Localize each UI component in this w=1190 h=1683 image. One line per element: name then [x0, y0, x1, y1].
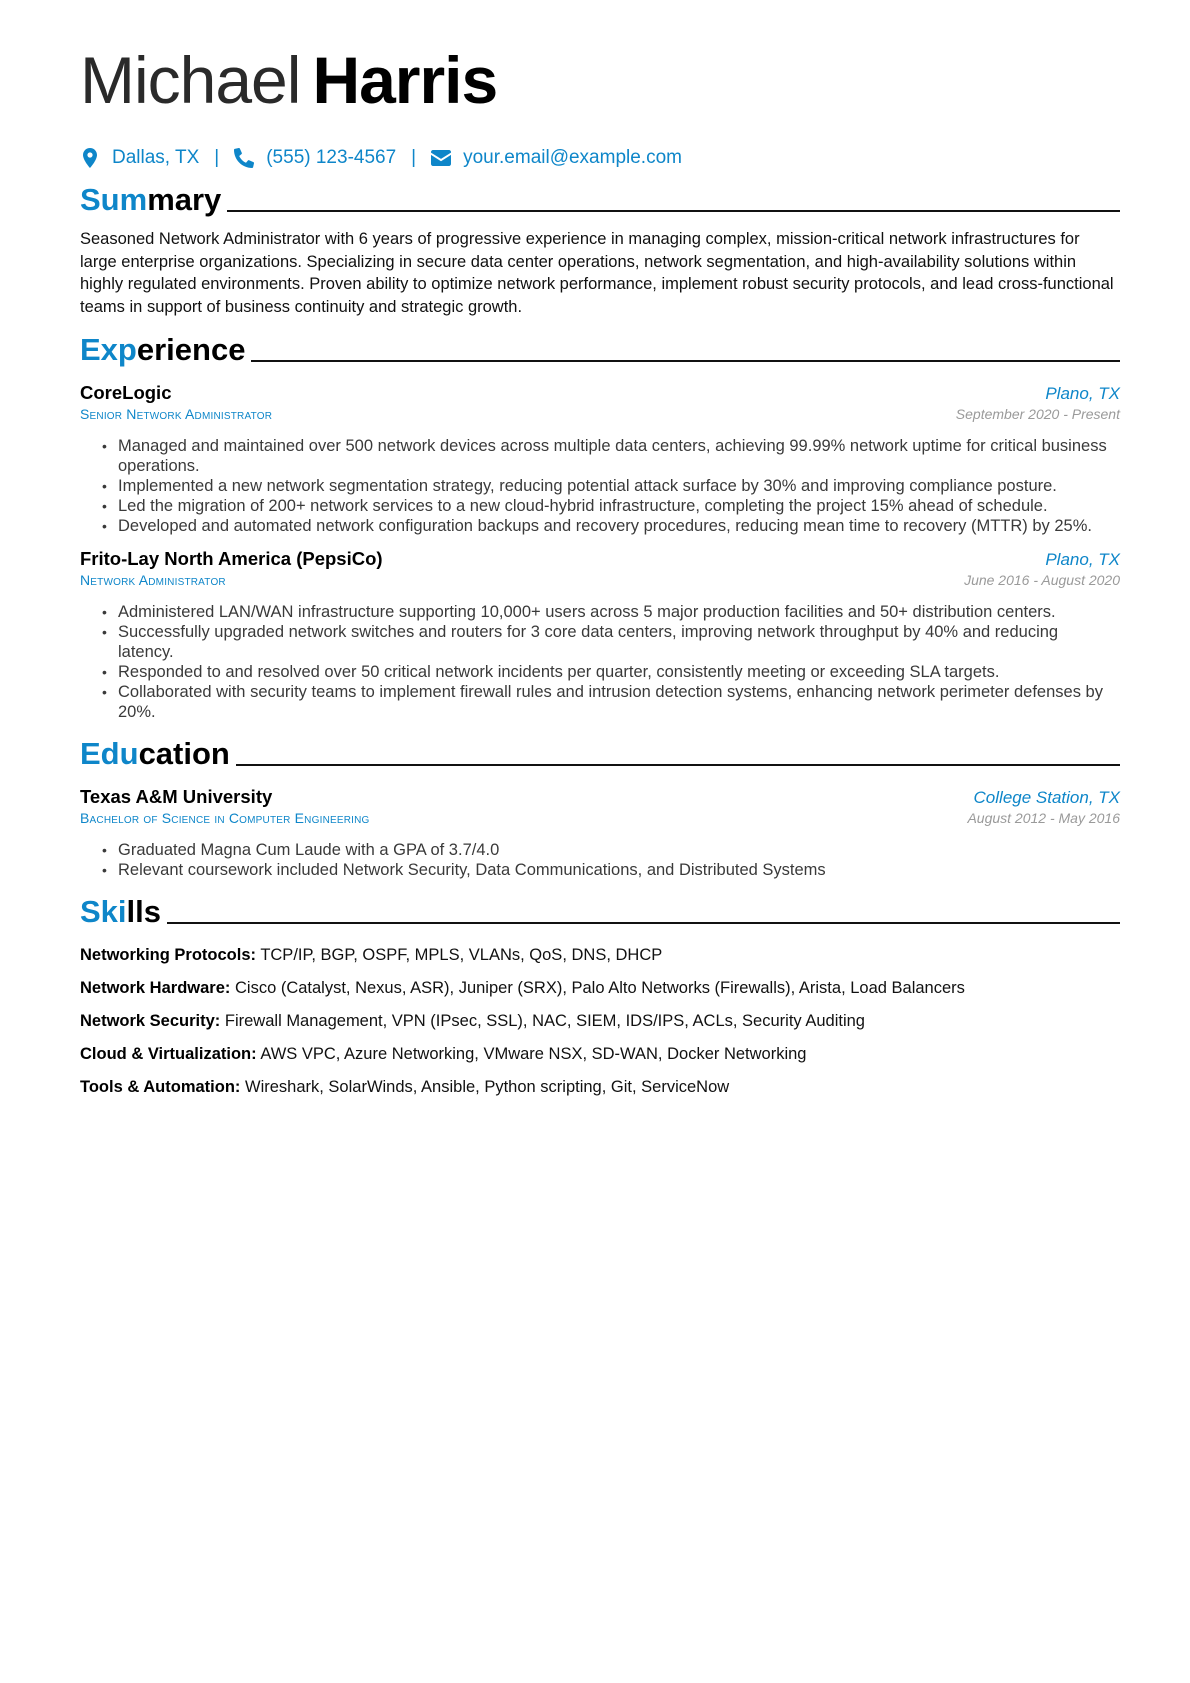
list-item: • Relevant coursework included Network Security, Data Communications, and Distributed Systems	[118, 860, 1120, 880]
skill-row	[80, 1076, 1120, 1098]
employer-name: CoreLogic	[80, 382, 172, 403]
section-title-rest: lls	[126, 894, 161, 929]
employer-name: Frito-Lay North America (PepsiCo)	[80, 548, 383, 569]
list-item: • Successfully upgraded network switches and routers for 3 core data centers, improving network throughput by 40% and reducing latency.	[118, 622, 1120, 662]
candidate-name	[80, 40, 1120, 120]
section-rule	[227, 210, 1120, 212]
school-name: Texas A&M University	[80, 786, 273, 807]
list-item: • Developed and automated network configuration backups and recovery procedures, reducing mean time to recovery (MTTR) by 25%.	[118, 516, 1120, 536]
list-item: • Managed and maintained over 500 network devices across multiple data centers, achieving 99.99% network uptime for critical business operations.	[118, 436, 1120, 476]
skills-list	[80, 944, 1120, 1098]
skill-category: Tools & Automation:	[80, 1078, 241, 1096]
skill-row	[80, 1043, 1120, 1065]
achievement-list	[80, 436, 1120, 536]
list-item: • Administered LAN/WAN infrastructure supporting 10,000+ users across 5 major production facilities and 50+ distribution centers.	[118, 602, 1120, 622]
map-marker-icon	[80, 147, 100, 169]
phone-text: (555) 123-4567	[266, 147, 397, 168]
education-heading	[80, 732, 1120, 772]
skill-row	[80, 944, 1120, 966]
contact-location	[80, 147, 199, 169]
section-rule	[251, 360, 1120, 362]
list-item: • Responded to and resolved over 50 critical network incidents per quarter, consistently meeting or exceeding SLA targets.	[118, 662, 1120, 682]
skills-heading	[80, 890, 1120, 930]
skill-category: Cloud & Virtualization:	[80, 1045, 257, 1063]
section-title-rest: cation	[138, 736, 230, 771]
job-title: Network Administrator	[80, 572, 226, 588]
experience-entry	[80, 382, 1120, 536]
list-item: • Graduated Magna Cum Laude with a GPA of 3.7/4.0	[118, 840, 1120, 860]
section-title-rest: erience	[136, 332, 246, 367]
skill-values: TCP/IP, BGP, OSPF, MPLS, VLANs, QoS, DNS, DHCP	[260, 946, 663, 964]
summary-heading	[80, 178, 1120, 218]
section-title-accent: Ski	[80, 894, 127, 929]
section-title	[80, 182, 221, 218]
section-rule	[167, 922, 1120, 924]
section-title-rest: mary	[147, 182, 222, 217]
entry-dates: June 2016 - August 2020	[964, 572, 1120, 588]
section-title-accent: Edu	[80, 736, 139, 771]
skill-values: Wireshark, SolarWinds, Ansible, Python scripting, Git, ServiceNow	[245, 1078, 730, 1096]
achievement-list	[80, 840, 1120, 880]
achievement-list	[80, 602, 1120, 722]
job-title: Senior Network Administrator	[80, 406, 273, 422]
section-title-accent: Exp	[80, 332, 137, 367]
section-title	[80, 736, 230, 772]
skill-values: Firewall Management, VPN (IPsec, SSL), NAC, SIEM, IDS/IPS, ACLs, Security Auditing	[224, 1012, 865, 1030]
list-item: • Implemented a new network segmentation strategy, reducing potential attack surface by 30% and improving compliance posture.	[118, 476, 1120, 496]
contact-phone[interactable]	[234, 147, 396, 169]
skill-category: Network Hardware:	[80, 979, 231, 997]
envelope-icon	[431, 147, 451, 169]
resume-page	[80, 40, 1120, 1109]
list-item: • Collaborated with security teams to implement firewall rules and intrusion detection systems, enhancing network perimeter defenses by 20%.	[118, 682, 1120, 722]
entry-dates: August 2012 - May 2016	[967, 810, 1120, 826]
education-entry	[80, 786, 1120, 880]
skill-values: Cisco (Catalyst, Nexus, ASR), Juniper (SRX), Palo Alto Networks (Firewalls), Arista, Load Balancers	[234, 979, 965, 997]
contact-email[interactable]	[431, 147, 682, 169]
skill-values: AWS VPC, Azure Networking, VMware NSX, SD-WAN, Docker Networking	[260, 1045, 807, 1063]
skill-row	[80, 1010, 1120, 1032]
summary-text: Seasoned Network Administrator with 6 years of progressive experience in managing complex, mission-critical network infrastructures for large enterprise organizations. Specializing in secure data center operations, network segmentation, and high-availability solutions within highly regulated environments. Proven ability to optimize network performance, implement robust security protocols, and lead cross-functional teams in support of business continuity and strategic growth.	[80, 230, 1114, 316]
degree-title: Bachelor of Science in Computer Engineering	[80, 810, 370, 826]
entry-dates: September 2020 - Present	[955, 406, 1120, 422]
experience-heading	[80, 328, 1120, 368]
contact-separator: |	[214, 147, 220, 168]
section-title-accent: Sum	[80, 182, 148, 217]
section-title	[80, 894, 161, 930]
experience-entry	[80, 548, 1120, 722]
entry-location: Plano, TX	[1045, 384, 1120, 403]
section-title	[80, 332, 245, 368]
contact-separator: |	[411, 147, 417, 168]
list-item: • Led the migration of 200+ network services to a new cloud-hybrid infrastructure, completing the project 15% ahead of schedule.	[118, 496, 1120, 516]
location-text: Dallas, TX	[112, 147, 200, 168]
first-name: Michael	[80, 43, 301, 117]
skill-category: Network Security:	[80, 1012, 221, 1030]
contact-bar	[80, 144, 1120, 172]
entry-location: College Station, TX	[973, 788, 1120, 807]
section-rule	[236, 764, 1120, 766]
email-text: your.email@example.com	[463, 147, 682, 168]
last-name: Harris	[312, 43, 498, 117]
phone-icon	[234, 147, 254, 169]
entry-location: Plano, TX	[1045, 550, 1120, 569]
skill-category: Networking Protocols:	[80, 946, 257, 964]
skill-row	[80, 977, 1120, 999]
